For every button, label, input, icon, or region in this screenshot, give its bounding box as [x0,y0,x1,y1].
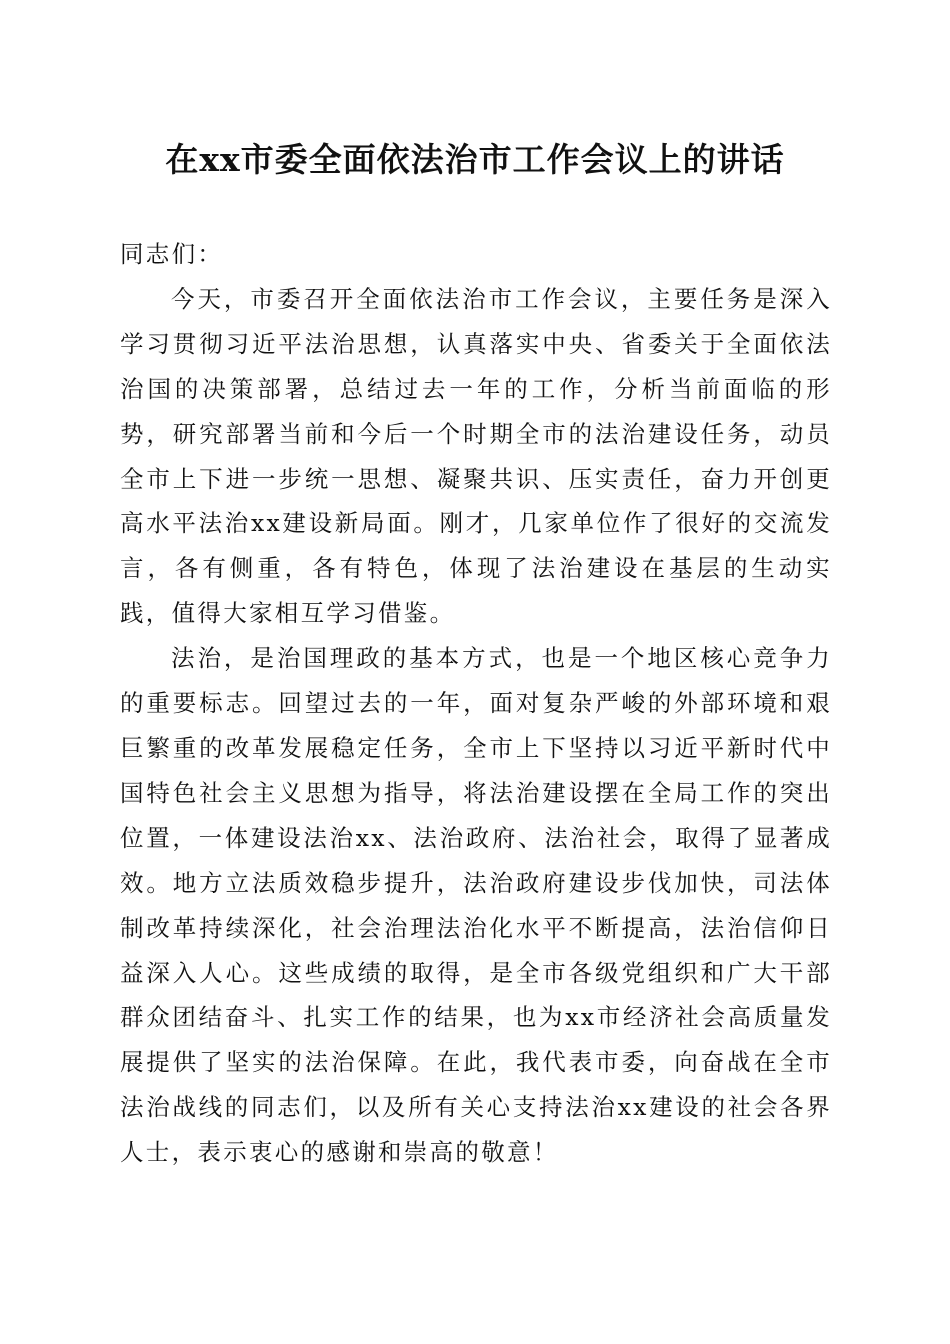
paragraph-1: 今天，市委召开全面依法治市工作会议，主要任务是深入学习贯彻习近平法治思想，认真落实中央、省委关于全面依法治国的决策部署，总结过去一年的工作，分析当前面临的形势，研究部署当前和今后一个时期全市的法治建设任务，动员全市上下进一步统一思想、凝聚共识、压实责任，奋力开创更高水平法治xx建设新局面。刚才，几家单位作了很好的交流发言，各有侧重，各有特色，体现了法治建设在基层的生动实践，值得大家相互学习借鉴。 [120,284,832,628]
document-title: 在xx市委全面依法治市工作会议上的讲话 [165,140,785,179]
salutation: 同志们： [120,240,224,268]
document-body [120,232,832,1175]
paragraph-2: 法治，是治国理政的基本方式，也是一个地区核心竞争力的重要标志。回望过去的一年，面对复杂严峻的外部环境和艰巨繁重的改革发展稳定任务，全市上下坚持以习近平新时代中国特色社会主义思想为指导，将法治建设摆在全局工作的突出位置，一体建设法治xx、法治政府、法治社会，取得了显著成效。地方立法质效稳步提升，法治政府建设步伐加快，司法体制改革持续深化，社会治理法治化水平不断提高，法治信仰日益深入人心。这些成绩的取得，是全市各级党组织和广大干部群众团结奋斗、扎实工作的结果，也为xx市经济社会高质量发展提供了坚实的法治保障。在此，我代表市委，向奋战在全市法治战线的同志们，以及所有关心支持法治xx建设的社会各界人士，表示衷心的感谢和崇高的敬意！ [120,644,832,1167]
